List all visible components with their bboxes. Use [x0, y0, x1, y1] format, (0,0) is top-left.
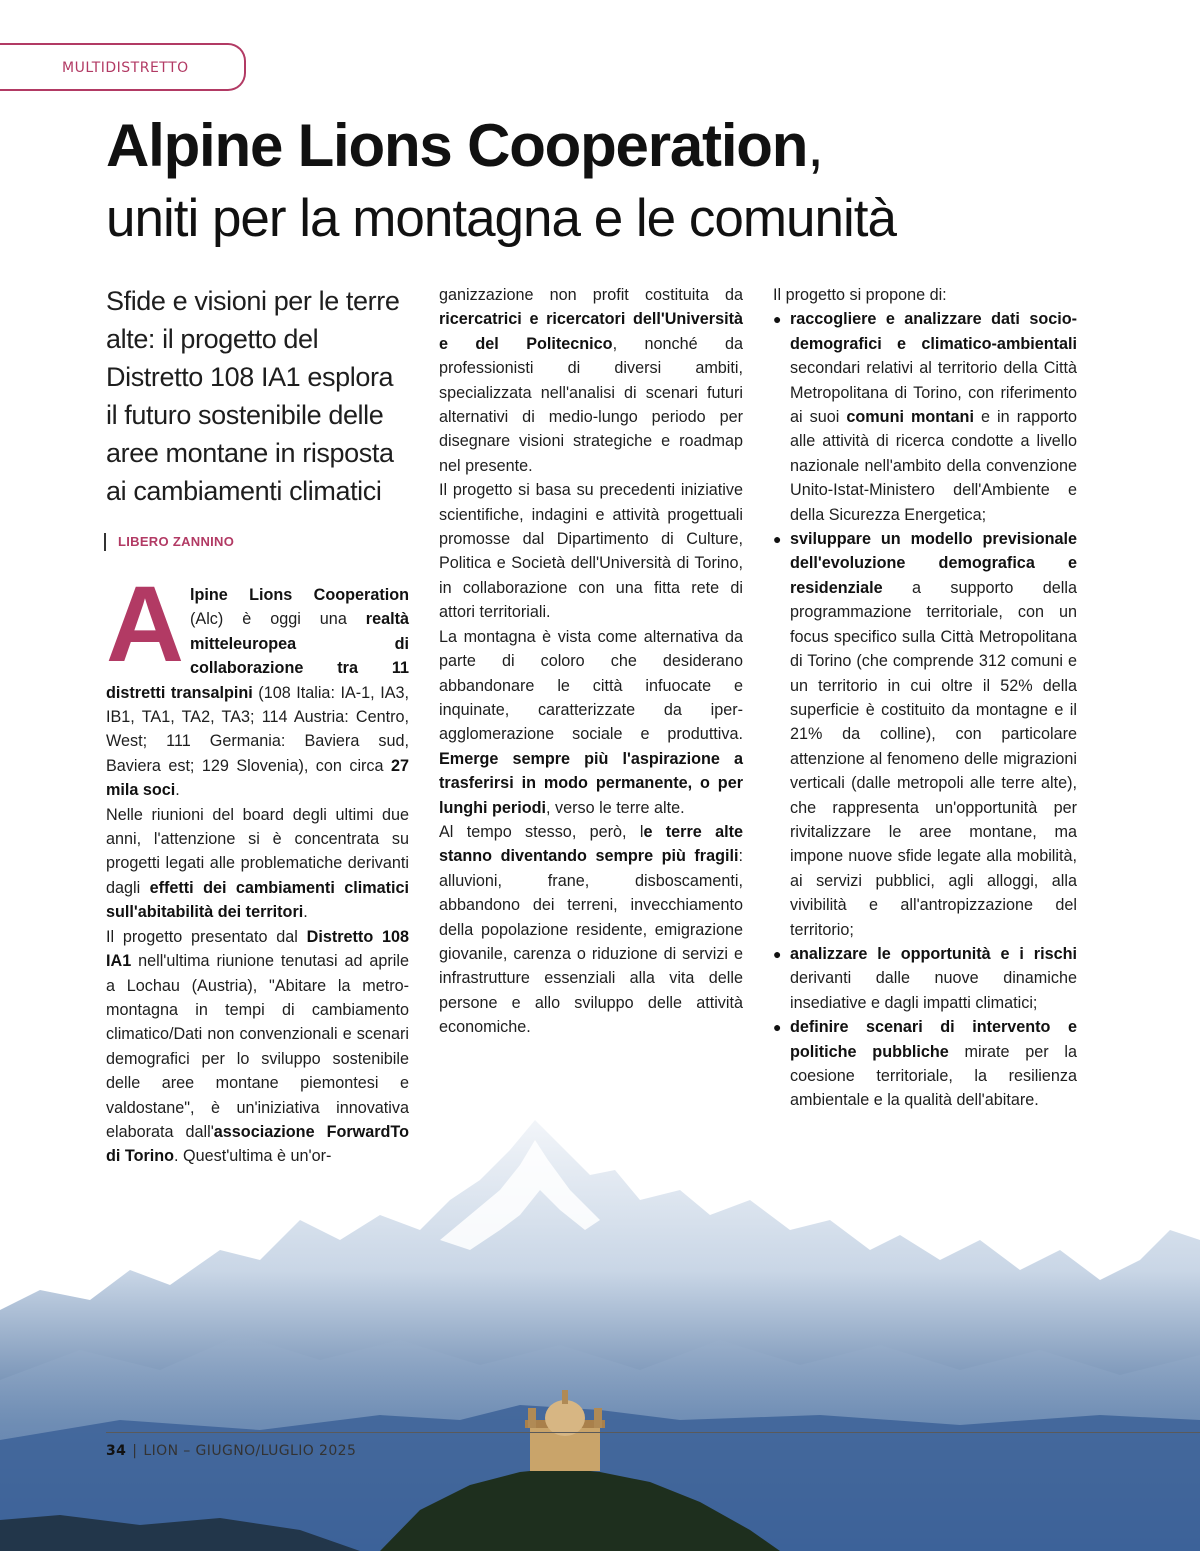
column-3	[773, 283, 1077, 1113]
footer-rule	[106, 1432, 1200, 1433]
list-item	[773, 307, 1077, 527]
bold-run: lpine Lions Cooperation	[190, 586, 409, 604]
column-2	[439, 283, 743, 1040]
list-item	[773, 942, 1077, 1015]
text-run: : alluvioni, frane, disboscamenti, abbandono dei terreni, invecchiamento della popolazione residente, emigrazione giovanile, carenza o riduzione di servizi e infrastrutture essenziali alla vita delle persone e allo sviluppo delle attività economiche.	[439, 847, 743, 1037]
paragraph	[439, 820, 743, 1040]
bold-run: e terre alte stanno diventando sempre più fragili	[439, 822, 743, 866]
bold-run: effetti dei cambiamenti climatici sull'abitabilità dei territori	[106, 878, 410, 922]
text-run: a supporto della programmazione territoriale, con un focus specifico sulla Città Metropolitana di Torino (che comprende 312 comuni e un territorio in cui oltre il 52% della superficie è costituito da montagne e il 21% da colline), con particolare attenzione al fenomeno delle migrazioni verticali (dalle metropoli alle terre alte), che rappresenta un'opportunità per rivitalizzare le aree montane, ma impone nuove sfide legate alla mobilità, ai servizi pubblici, agli alloggi, alla vivibilità e all'antropizzazione del territorio;	[790, 578, 1077, 939]
bold-run: Distretto 108 IA1	[106, 927, 409, 971]
text-run: La montagna è vista come alternativa da parte di coloro che desiderano abbandonare le città infuocate e inquinate, caratterizzate da iper-agglomerazione sociale e produttiva.	[439, 627, 743, 744]
text-run: Al tempo stesso, però, l	[439, 822, 644, 841]
title-bold: Alpine Lions Cooperation	[106, 112, 808, 179]
bold-run: sviluppare un modello previsionale dell'evoluzione demografica e residenziale	[790, 530, 1077, 597]
text-run: Nelle riunioni del board degli ultimi due anni, l'attenzione si è concentrata su progetti legati alle problematiche derivanti dagli	[106, 805, 409, 897]
byline: LIBERO ZANNINO	[104, 533, 234, 551]
text-run: mirate per la coesione territoriale, la resilienza ambientale e la qualità dell'abitare.	[790, 1042, 1077, 1110]
bold-run: definire scenari di intervento e politiche pubbliche	[790, 1018, 1077, 1061]
text-run: , verso le terre alte.	[546, 798, 685, 817]
bold-run: raccogliere e analizzare dati socio-demografici e climatico-ambientali	[790, 310, 1077, 353]
objectives-list	[773, 307, 1077, 1112]
article-title	[106, 110, 823, 182]
bold-run: comuni montani	[846, 408, 974, 427]
title-comma: ,	[807, 112, 823, 179]
bold-run: associazione ForwardTo di Torino	[106, 1122, 409, 1166]
bold-run: ricercatrici e ricercatori dell'Università e del Politecnico	[439, 310, 743, 353]
drop-cap: A	[106, 563, 184, 684]
footer-separator: |	[132, 1443, 138, 1459]
paragraph	[106, 563, 409, 803]
article-lead: Sfide e visioni per le terre alte: il progetto del Distretto 108 IA1 esplora il futuro sostenibile delle aree montane in risposta ai cambiamenti climatici	[106, 286, 400, 506]
text-run: e in rapporto alle attività di ricerca condotte a livello nazionale nell'ambito della convenzione Unito-Istat-Ministero dell'Ambiente e della Sicurezza Energetica;	[790, 408, 1077, 524]
text-run: ganizzazione non profit costituita da	[439, 286, 743, 304]
text-run: Il progetto presentato dal	[106, 927, 307, 946]
bold-run: 27 mila soci	[106, 756, 409, 800]
paragraph	[439, 478, 743, 624]
paragraph	[439, 283, 743, 478]
text-run: secondari relativi al territorio della Città Metropolitana di Torino, con riferimento ai suoi	[790, 359, 1077, 427]
text-run: , nonché da professionisti di diversi ambiti, specializzata nell'analisi di scenari futuri alternativi di medio-lungo periodo per disegnare visioni strategiche e roadmap nel presente.	[439, 334, 743, 475]
page-footer	[106, 1443, 356, 1459]
list-item	[773, 527, 1077, 942]
text-run: .	[175, 781, 180, 800]
text-run: . Quest'ultima è un'or-	[174, 1147, 332, 1166]
mountain-photo	[0, 1120, 1200, 1551]
text-run: .	[303, 903, 308, 922]
list-intro: Il progetto si propone di:	[773, 286, 947, 304]
footer-issue: LION – GIUGNO/LUGLIO 2025	[143, 1443, 357, 1459]
bold-run: Emerge sempre più l'aspirazione a trasferirsi in modo permanente, o per lunghi periodi	[439, 749, 743, 817]
bold-run: analizzare le opportunità e i rischi	[790, 944, 1077, 963]
text-run: derivanti dalle nuove dinamiche insediative e dagli impatti climatici;	[790, 969, 1077, 1012]
text-run: (Alc) è oggi una	[190, 610, 366, 629]
list-item	[773, 1015, 1077, 1113]
bold-run: realtà mitteleuropea di collaborazione tra 11 distretti transalpini	[106, 610, 409, 702]
section-tab	[0, 43, 246, 91]
text-run: (108 Italia: IA-1, IA3, IB1, TA1, TA2, TA3; 114 Austria: Centro, West; 111 Germania: Baviera sud, Baviera est; 129 Slovenia), con circa	[106, 683, 409, 775]
section-tab-label: MULTIDISTRETTO	[62, 60, 189, 76]
page-number: 34	[106, 1443, 127, 1459]
article-subtitle: uniti per la montagna e le comunità	[106, 189, 896, 248]
paragraph	[439, 625, 743, 820]
paragraph	[106, 803, 409, 925]
text-run: Il progetto si basa su precedenti iniziative scientifiche, indagini e attività progettuali promosse dal Dipartimento di Culture, Politica e Società dell'Università di Torino, in collaborazione con una fitta rete di attori territoriali.	[439, 481, 743, 622]
column-1	[106, 563, 410, 1169]
text-run: nell'ultima riunione tenutasi ad aprile a Lochau (Austria), "Abitare la metro-montagna in tempi di cambiamento climatico/Dati non convenzionali e scenari demografici per lo sviluppo sostenibile delle aree montane piemontesi e valdostane", è un'iniziativa innovativa elaborata dall'	[106, 952, 409, 1141]
